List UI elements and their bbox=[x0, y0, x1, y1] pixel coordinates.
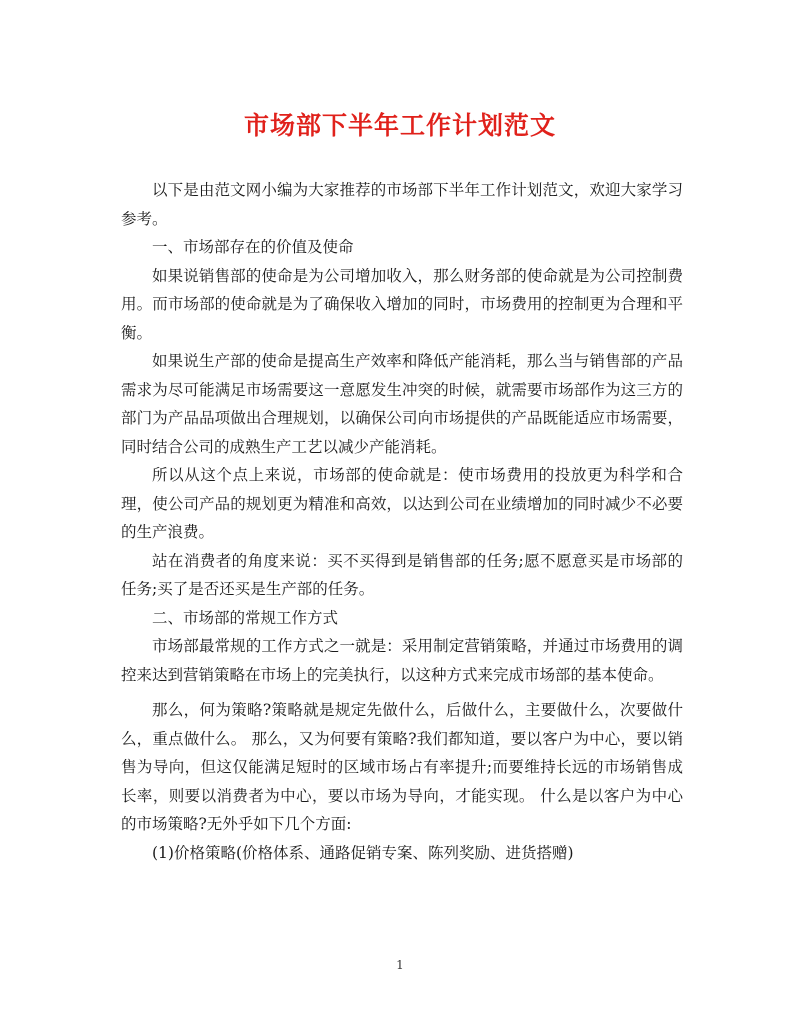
document-title: 市场部下半年工作计划范文 bbox=[243, 111, 556, 140]
paragraph: 如果说销售部的使命是为公司增加收入，那么财务部的使命就是为公司控制费用。而市场部的使命就是为了确保收入增加的同时，市场费用的控制更为合理和平衡。 bbox=[121, 266, 683, 342]
paragraph: 站在消费者的角度来说：买不买得到是销售部的任务;愿不愿意买是市场部的任务;买了是否还买是生产部的任务。 bbox=[121, 551, 683, 598]
list-item-price-strategy: (1)价格策略(价格体系、通路促销专案、陈列奖励、进货搭赠) bbox=[152, 843, 574, 862]
paragraph: 市场部最常规的工作方式之一就是：采用制定营销策略，并通过市场费用的调控来达到营销策略在市场上的完美执行，以这种方式来完成市场部的基本使命。 bbox=[121, 637, 683, 684]
paragraph: 如果说生产部的使命是提高生产效率和降低产能消耗，那么当与销售部的产品需求为尽可能满足市场需要这一意愿发生冲突的时候，就需要市场部作为这三方的部门为产品品项做出合理规划，以确保公司向市场提供的产品既能适应市场需要，同时结合公司的成熟生产工艺以减少产能消耗。 bbox=[121, 352, 683, 456]
paragraph: 那么，何为策略?策略就是规定先做什么，后做什么，主要做什么，次要做什么，重点做什么。 那么，又为何要有策略?我们都知道，要以客户为中心，要以销售为导向，但这仅能满足短时的区域市场占有率提升;而要维持长远的市场销售成长率，则要以消费者为中心，要以市场为导向，才能实现。 什么是以客户为中心的市场策略?无外乎如下几个方面: bbox=[121, 701, 683, 833]
paragraph-intro: 以下是由范文网小编为大家推荐的市场部下半年工作计划范文，欢迎大家学习参考。 bbox=[121, 181, 683, 228]
paragraph: 所以从这个点上来说，市场部的使命就是：使市场费用的投放更为科学和合理，使公司产品的规划更为精准和高效，以达到公司在业绩增加的同时减少不必要的生产浪费。 bbox=[121, 466, 683, 541]
section-heading-value-mission: 一、市场部存在的价值及使命 bbox=[152, 238, 354, 256]
document-body bbox=[121, 176, 683, 867]
section-heading-working-methods: 二、市场部的常规工作方式 bbox=[152, 608, 339, 627]
page-number: 1 bbox=[396, 958, 404, 972]
